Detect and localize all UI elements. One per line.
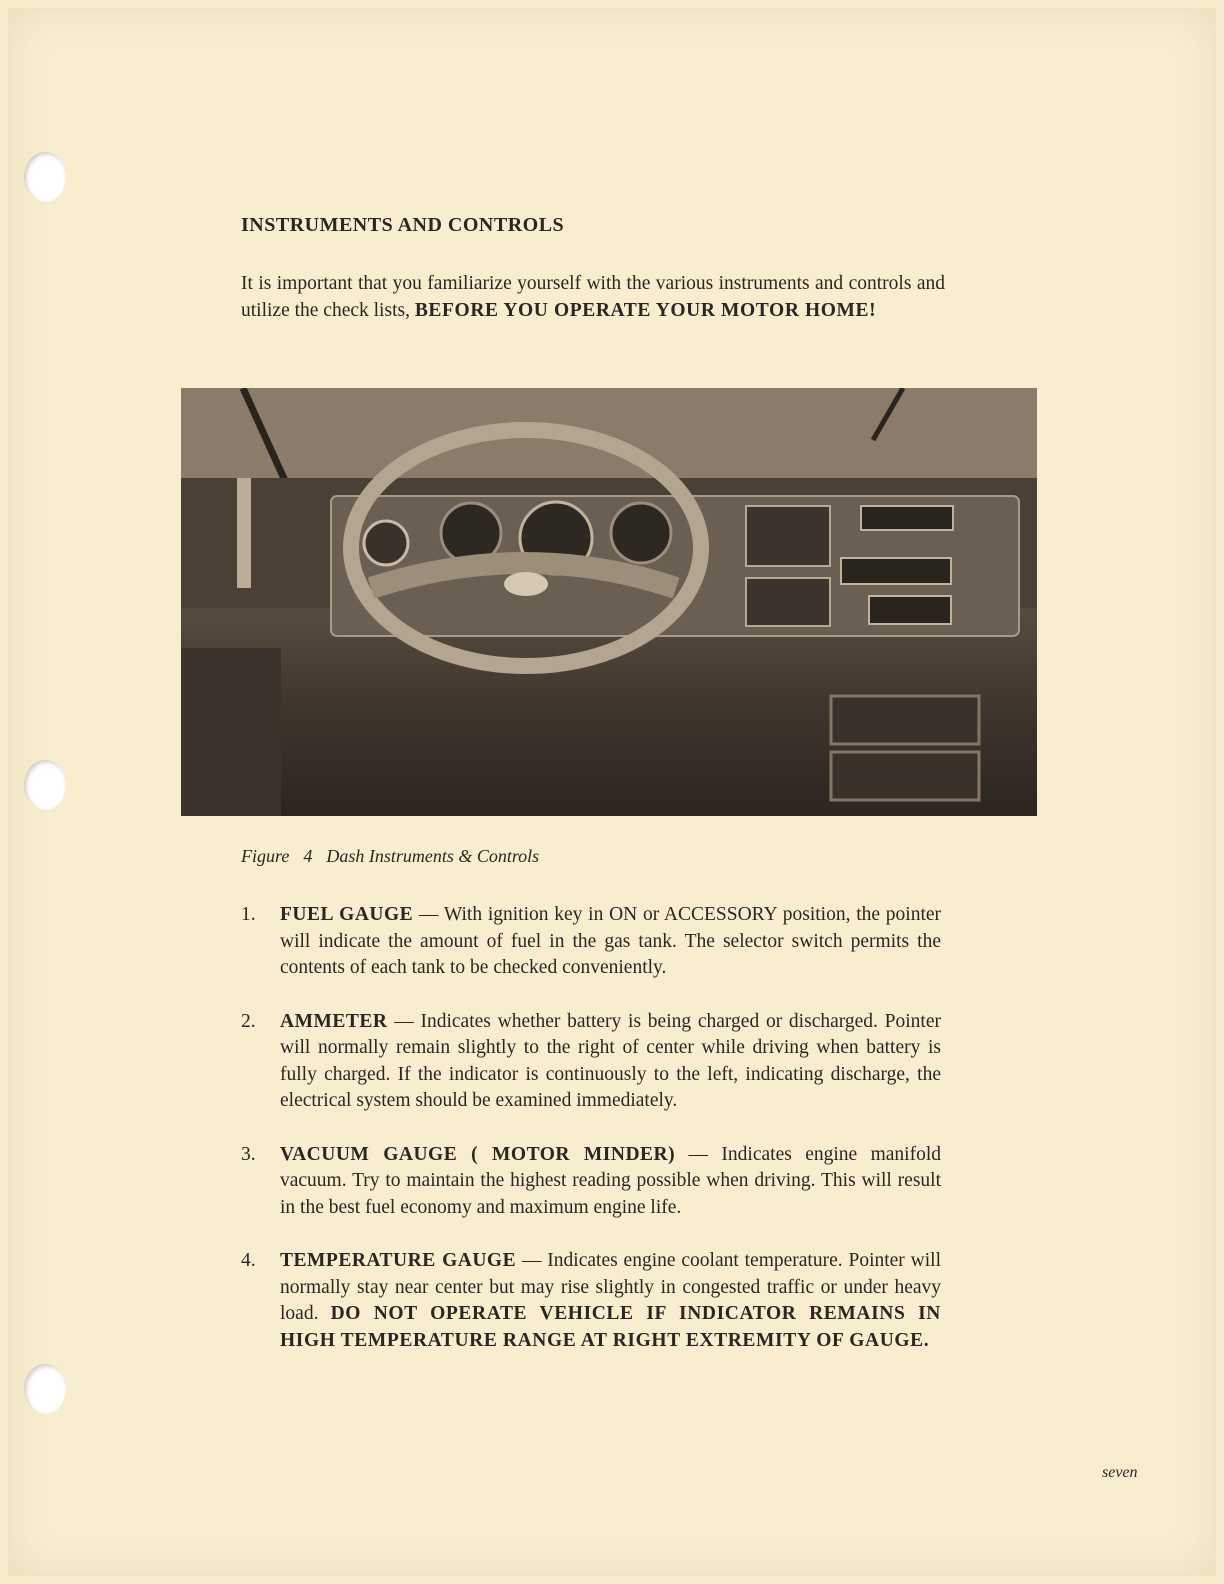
list-item-term: AMMETER (280, 1010, 388, 1032)
switch-bank-top (746, 506, 830, 566)
intro-emphasis: BEFORE YOU OPERATE YOUR MOTOR HOME! (414, 300, 877, 321)
intro-text: It is important that you familiarize yourself with the various instruments and controls and utilize the check lists, (241, 273, 945, 321)
list-item-term: TEMPERATURE GAUGE (280, 1250, 517, 1271)
instrument-list (241, 902, 941, 1381)
list-item-number: 2. (241, 1010, 256, 1032)
punch-hole-middle (24, 760, 66, 810)
intro-paragraph (241, 270, 945, 324)
door-panel (181, 648, 281, 816)
dash-photo (181, 388, 1037, 816)
right-gauge (611, 503, 671, 563)
list-item-term: VACUUM GAUGE ( MOTOR MINDER) (280, 1143, 676, 1165)
figure-label: Figure (241, 846, 290, 866)
punch-hole-bottom (24, 1364, 66, 1414)
punch-hole-top (24, 152, 66, 202)
list-item-text: — With ignition key in ON or ACCESSORY position, the pointer will indicate the amount of fuel in the gas tank. The selector switch permits the contents of each tank to be checked conveniently. (280, 904, 942, 978)
list-item (241, 902, 941, 982)
figure-number: 4 (303, 846, 313, 866)
windshield (181, 388, 1037, 483)
shift-lever (237, 478, 251, 588)
list-item-number: 3. (241, 1143, 256, 1165)
horn-button (504, 572, 548, 596)
list-item-warning: DO NOT OPERATE VEHICLE IF INDICATOR REMAINS IN HIGH TEMPERATURE RANGE AT RIGHT EXTREMITY OF GAUGE. (280, 1303, 941, 1351)
list-item-text: — Indicates engine manifold vacuum. Try to maintain the highest reading possible when driving. This will result in the best fuel economy and maximum engine life. (280, 1143, 941, 1218)
list-item (241, 1142, 941, 1222)
figure-caption (241, 846, 539, 867)
page-number: seven (1102, 1464, 1138, 1481)
figure-title: Dash Instruments & Controls (326, 846, 540, 866)
list-item-number: 4. (241, 1250, 256, 1271)
glovebox-tray-upper (831, 696, 979, 744)
list-item (241, 1248, 941, 1354)
clock-gauge (364, 521, 408, 565)
list-item-text: — Indicates engine coolant temperature. Pointer will normally stay near center but may rise slightly in congested traffic or under heavy load. (280, 1250, 941, 1324)
glovebox-tray-lower (831, 752, 979, 800)
radio-display (861, 506, 953, 530)
list-item-number: 1. (241, 904, 256, 925)
dash-illustration (181, 388, 1037, 816)
list-item-term: FUEL GAUGE (280, 904, 414, 925)
section-title: INSTRUMENTS AND CONTROLS (241, 214, 565, 236)
list-item-text: — Indicates whether battery is being charged or discharged. Pointer will normally remain slightly to the right of center while driving when battery is fully charged. If the indicator is continuously to the left, indicating discharge, the electrical system should be examined immediately. (280, 1010, 941, 1111)
list-item (241, 1009, 941, 1115)
tape-slot (841, 558, 951, 584)
switch-bank-bottom (746, 578, 830, 626)
control-panel-lower (869, 596, 951, 624)
